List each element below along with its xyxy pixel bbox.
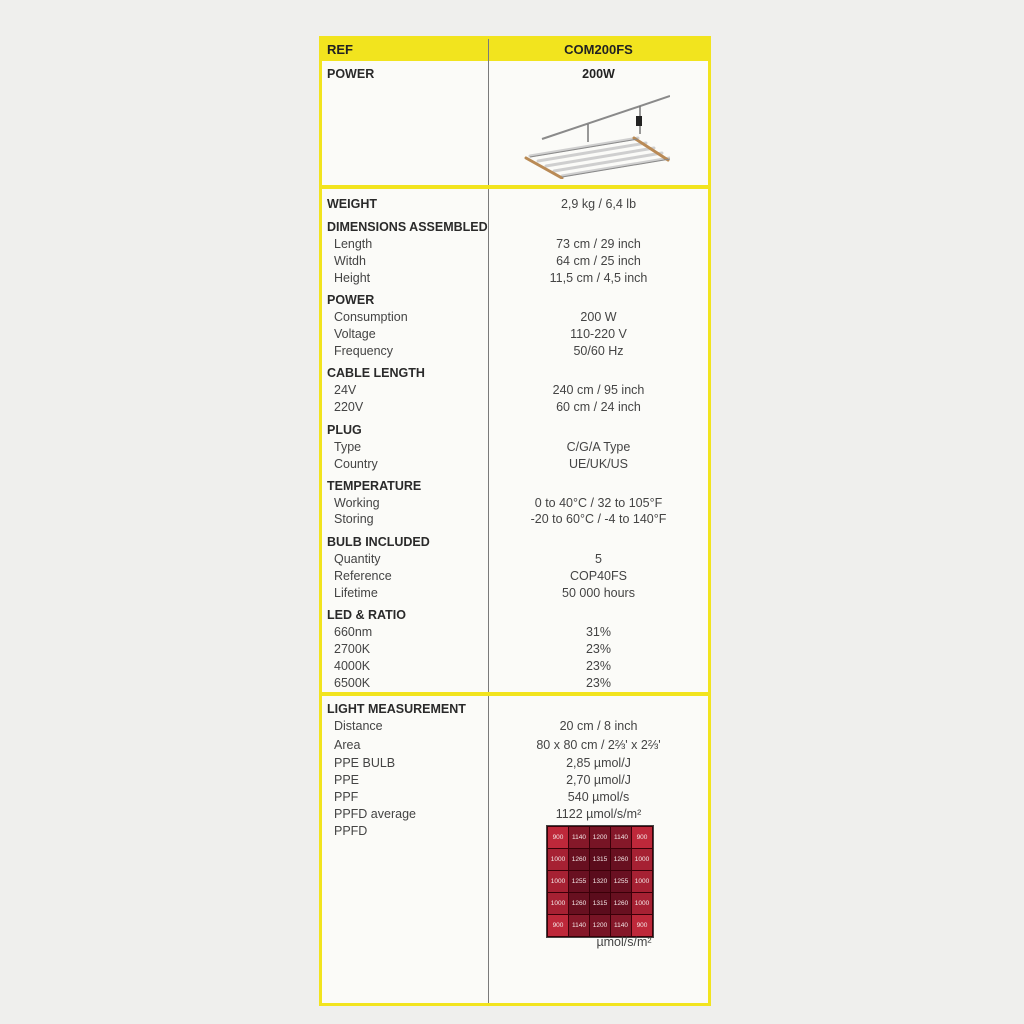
light-measurement-heading: LIGHT MEASUREMENT: [327, 702, 466, 716]
ppf-label: PPF: [334, 790, 359, 804]
consumption-value: 200 W: [580, 310, 617, 324]
ppfd-cell: 1000: [632, 893, 653, 915]
country-value: UE/UK/US: [568, 457, 629, 471]
frequency-label: Frequency: [334, 344, 394, 358]
ppfd-cell: 1255: [611, 871, 632, 893]
ppfd-row: [548, 827, 653, 849]
cable-heading: CABLE LENGTH: [327, 366, 425, 380]
ppfd-cell: 1000: [548, 893, 569, 915]
ppfd-cell: 1140: [569, 915, 590, 937]
ppfd-label: PPFD: [334, 824, 368, 838]
plug-heading: PLUG: [327, 423, 362, 437]
width-value: 64 cm / 25 inch: [556, 254, 641, 268]
quantity-value: 5: [595, 552, 602, 566]
ppe-label: PPE: [334, 773, 360, 787]
ppfd-row: [548, 915, 653, 937]
storing-label: Storing: [334, 512, 374, 526]
ppfd-cell: 900: [632, 915, 653, 937]
ppfd-cell: 1260: [611, 893, 632, 915]
area-label: Area: [334, 738, 361, 752]
ppfd-cell: 1255: [569, 871, 590, 893]
voltage-value: 110-220 V: [570, 327, 627, 341]
led-660nm-value: 31%: [585, 625, 612, 639]
weight-label: WEIGHT: [327, 197, 377, 211]
ppfd-average-label: PPFD average: [334, 807, 416, 821]
lifetime-label: Lifetime: [334, 586, 378, 600]
ppfd-cell: 1260: [569, 893, 590, 915]
ppfd-cell: 900: [548, 915, 569, 937]
quantity-label: Quantity: [334, 552, 381, 566]
ppfd-cell: 1140: [569, 827, 590, 849]
ppfd-cell: 1000: [632, 849, 653, 871]
weight-value: 2,9 kg / 6,4 lb: [560, 197, 637, 211]
ppfd-row: [548, 893, 653, 915]
ppf-value: 540 µmol/s: [567, 790, 630, 804]
ppe-value: 2,70 µmol/J: [566, 773, 631, 787]
ppfd-average-value: 1122 µmol/s/m²: [555, 807, 642, 821]
ppfd-unit-label: µmol/s/m²: [596, 935, 652, 949]
led-6500k-value: 23%: [585, 676, 612, 690]
cable-24v-value: 240 cm / 95 inch: [552, 383, 645, 397]
country-label: Country: [334, 457, 378, 471]
plug-type-value: C/G/A Type: [566, 440, 631, 454]
ppfd-heatmap: [546, 825, 654, 938]
height-label: Height: [334, 271, 371, 285]
ppfd-cell: 1000: [548, 871, 569, 893]
reference-value: COP40FS: [570, 569, 627, 583]
distance-value: 20 cm / 8 inch: [559, 719, 638, 733]
length-value: 73 cm / 29 inch: [556, 237, 641, 251]
ref-label: REF: [327, 42, 353, 57]
led-2700k-value: 23%: [585, 642, 612, 656]
ppfd-cell: 1140: [611, 827, 632, 849]
ppfd-cell: 1140: [611, 915, 632, 937]
ppfd-cell: 1000: [632, 871, 653, 893]
ppfd-cell: 1320: [590, 871, 611, 893]
ppfd-cell: 1200: [590, 827, 611, 849]
lifetime-value: 50 000 hours: [562, 586, 635, 600]
led-4000k-label: 4000K: [334, 659, 371, 673]
ppfd-cell: 1315: [590, 893, 611, 915]
led-ratio-heading: LED & RATIO: [327, 608, 406, 622]
working-label: Working: [334, 496, 380, 510]
ppfd-cell: 1260: [611, 849, 632, 871]
frequency-value: 50/60 Hz: [573, 344, 624, 358]
ppfd-cell: 1000: [548, 849, 569, 871]
model-name: COM200FS: [564, 42, 633, 57]
ppfd-cell: 900: [548, 827, 569, 849]
area-value: 80 x 80 cm / 2⅔' x 2⅔': [536, 738, 661, 752]
ppfd-row: [548, 871, 653, 893]
section-divider: [322, 692, 708, 696]
voltage-label: Voltage: [334, 327, 376, 341]
ppfd-cell: 1200: [590, 915, 611, 937]
led-660nm-label: 660nm: [334, 625, 373, 639]
height-value: 11,5 cm / 4,5 inch: [549, 271, 648, 285]
temperature-heading: TEMPERATURE: [327, 479, 422, 493]
led-2700k-label: 2700K: [334, 642, 371, 656]
led-6500k-label: 6500K: [334, 676, 371, 690]
bulb-heading: BULB INCLUDED: [327, 535, 430, 549]
ppfd-row: [548, 849, 653, 871]
cable-220v-label: 220V: [334, 400, 364, 414]
spec-sheet: [319, 36, 711, 1006]
ppe-bulb-value: 2,85 µmol/J: [566, 756, 631, 770]
consumption-label: Consumption: [334, 310, 408, 324]
power-spec-heading: POWER: [327, 293, 375, 307]
storing-value: -20 to 60°C / -4 to 140°F: [530, 512, 667, 526]
ppfd-cell: 1315: [590, 849, 611, 871]
ppfd-cell: 1260: [569, 849, 590, 871]
cable-220v-value: 60 cm / 24 inch: [556, 400, 641, 414]
dimensions-heading: DIMENSIONS ASSEMBLED: [327, 220, 488, 234]
cable-24v-label: 24V: [334, 383, 357, 397]
ppfd-cell: 900: [632, 827, 653, 849]
working-value: 0 to 40°C / 32 to 105°F: [534, 496, 663, 510]
width-label: Witdh: [334, 254, 366, 268]
distance-label: Distance: [334, 719, 383, 733]
length-label: Length: [334, 237, 373, 251]
section-divider: [322, 185, 708, 189]
ppe-bulb-label: PPE BULB: [334, 756, 396, 770]
power-value: 200W: [582, 67, 615, 81]
plug-type-label: Type: [334, 440, 362, 454]
led-fixture-image: [520, 94, 670, 179]
led-4000k-value: 23%: [585, 659, 612, 673]
power-heading: POWER: [327, 67, 375, 81]
reference-label: Reference: [334, 569, 392, 583]
